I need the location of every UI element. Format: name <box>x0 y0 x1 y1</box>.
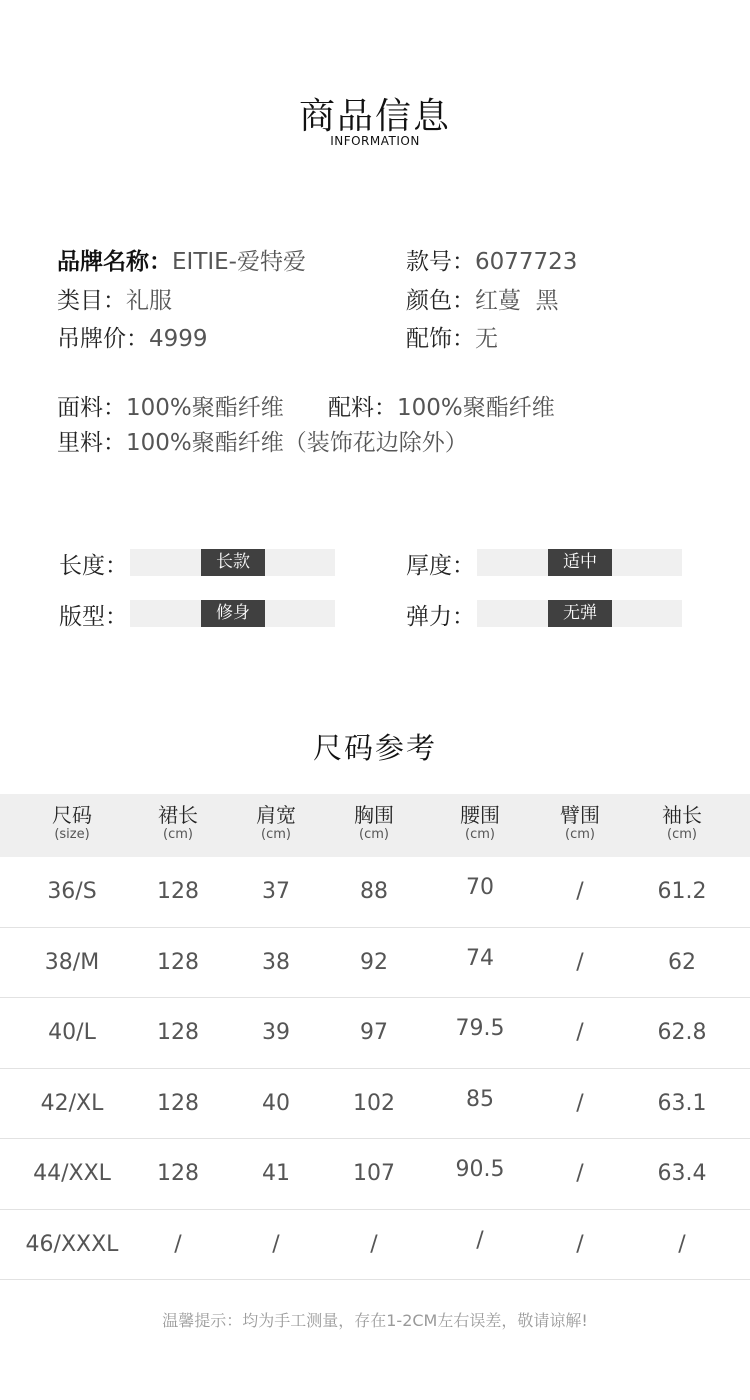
section-title: 商品信息 <box>298 96 451 137</box>
size-table-header <box>0 794 750 857</box>
accessory-info <box>406 320 498 353</box>
cell-sleeve: 62.8 <box>657 1020 707 1045</box>
cell-waist: 70 <box>466 875 494 900</box>
category-label: 类目： <box>57 288 126 314</box>
cell-bust: 107 <box>353 1161 395 1186</box>
measurement-tip: 温馨提示：均为手工测量，存在1-2CM左右误差，敬请谅解! <box>162 1311 588 1330</box>
table-row <box>0 857 750 928</box>
cell-shoulder: 40 <box>262 1090 290 1116</box>
cell-dress-length: 128 <box>157 1090 199 1116</box>
color-value: 红蔓 黑 <box>475 288 559 314</box>
header-size <box>22 803 122 843</box>
fit-tag: 修身 <box>201 600 265 627</box>
size-table-body <box>0 857 750 1280</box>
cell-shoulder: 41 <box>262 1161 290 1186</box>
trim-label: 配料： <box>328 395 397 421</box>
style-no-value: 6077723 <box>475 249 578 275</box>
cell-waist: 74 <box>466 945 494 971</box>
brand-info <box>57 243 306 276</box>
header-name: 裙长 <box>158 803 198 827</box>
fabric-label: 面料： <box>57 395 126 421</box>
lining-label: 里料： <box>57 430 126 456</box>
header-unit: (cm) <box>163 827 193 842</box>
lining-value: 100%聚酯纤维（装饰花边除外） <box>126 430 468 456</box>
header-name: 袖长 <box>662 803 702 827</box>
cell-dress-length: 128 <box>157 949 199 975</box>
thickness-tag: 适中 <box>548 549 612 576</box>
cell-bust: 92 <box>360 949 388 975</box>
fit-label: 版型： <box>59 604 128 630</box>
cell-dress-length: 128 <box>157 1020 199 1045</box>
style-no-info <box>406 243 577 276</box>
cell-arm: / <box>576 1090 584 1116</box>
header-unit: (cm) <box>261 827 291 842</box>
cell-sleeve: 61.2 <box>657 879 707 904</box>
elasticity-tag: 无弹 <box>548 600 612 627</box>
cell-bust: 102 <box>353 1090 395 1116</box>
header-name: 肩宽 <box>256 803 296 827</box>
price-value: 4999 <box>149 326 208 352</box>
price-label: 吊牌价： <box>57 326 149 352</box>
style-no-label: 款号： <box>406 249 475 275</box>
cell-sleeve: 63.4 <box>657 1161 707 1186</box>
cell-waist: 79.5 <box>455 1016 505 1041</box>
table-row <box>0 998 750 1069</box>
cell-size: 38/M <box>44 949 100 975</box>
header-unit: (cm) <box>667 827 697 842</box>
cell-bust: 88 <box>360 879 388 904</box>
length-label: 长度： <box>59 553 128 579</box>
section-subtitle: INFORMATION <box>330 134 420 148</box>
category-info <box>57 282 172 315</box>
length-tag: 长款 <box>201 549 265 576</box>
cell-waist: 90.5 <box>455 1157 505 1182</box>
cell-waist: / <box>476 1227 484 1253</box>
header-arm <box>530 803 630 843</box>
table-row <box>0 1069 750 1140</box>
color-label: 颜色： <box>406 288 475 314</box>
header-shoulder <box>226 803 326 843</box>
trim-value: 100%聚酯纤维 <box>397 395 555 421</box>
cell-size: 36/S <box>47 879 97 904</box>
cell-shoulder: 37 <box>262 879 290 904</box>
price-info <box>57 320 208 353</box>
cell-arm: / <box>576 1231 584 1257</box>
fabric-value: 100%聚酯纤维 <box>126 395 284 421</box>
cell-arm: / <box>576 949 584 975</box>
brand-value: EITIE-爱特爱 <box>172 249 306 275</box>
cell-size: 44/XXL <box>33 1161 111 1186</box>
cell-size: 42/XL <box>40 1090 104 1116</box>
color-info <box>406 282 559 315</box>
size-chart-title: 尺码参考 <box>312 731 437 765</box>
table-row <box>0 928 750 999</box>
cell-arm: / <box>576 1020 584 1045</box>
table-row <box>0 1210 750 1281</box>
cell-shoulder: 38 <box>262 949 290 975</box>
header-name: 腰围 <box>460 803 500 827</box>
cell-bust: 97 <box>360 1020 388 1045</box>
accessory-value: 无 <box>475 326 498 352</box>
cell-arm: / <box>576 1161 584 1186</box>
cell-arm: / <box>576 879 584 904</box>
header-name: 胸围 <box>354 803 394 827</box>
trim-info <box>328 389 555 422</box>
elasticity-label: 弹力： <box>406 604 475 630</box>
brand-label: 品牌名称： <box>57 249 172 275</box>
lining-info <box>57 424 468 457</box>
cell-shoulder: / <box>272 1231 280 1257</box>
cell-size: 40/L <box>48 1020 96 1045</box>
table-row <box>0 1139 750 1210</box>
category-value: 礼服 <box>126 288 172 314</box>
header-unit: (cm) <box>359 827 389 842</box>
cell-shoulder: 39 <box>262 1020 290 1045</box>
header-unit: (cm) <box>465 827 495 842</box>
cell-bust: / <box>370 1231 378 1257</box>
header-unit: (size) <box>54 827 90 842</box>
fabric-info <box>57 389 284 422</box>
cell-size: 46/XXXL <box>25 1231 119 1257</box>
cell-waist: 85 <box>466 1086 494 1112</box>
header-name: 尺码 <box>52 803 92 827</box>
cell-dress-length: / <box>174 1231 182 1257</box>
size-table <box>0 794 750 1280</box>
cell-sleeve: 62 <box>668 949 696 975</box>
header-unit: (cm) <box>565 827 595 842</box>
cell-dress-length: 128 <box>157 1161 199 1186</box>
header-sleeve <box>632 803 732 843</box>
header-bust <box>324 803 424 843</box>
thickness-label: 厚度： <box>406 553 475 579</box>
header-name: 臂围 <box>560 803 600 827</box>
header-waist <box>430 803 530 843</box>
cell-sleeve: 63.1 <box>657 1090 707 1116</box>
cell-dress-length: 128 <box>157 879 199 904</box>
header-dress-length <box>128 803 228 843</box>
cell-sleeve: / <box>678 1231 686 1257</box>
accessory-label: 配饰： <box>406 326 475 352</box>
